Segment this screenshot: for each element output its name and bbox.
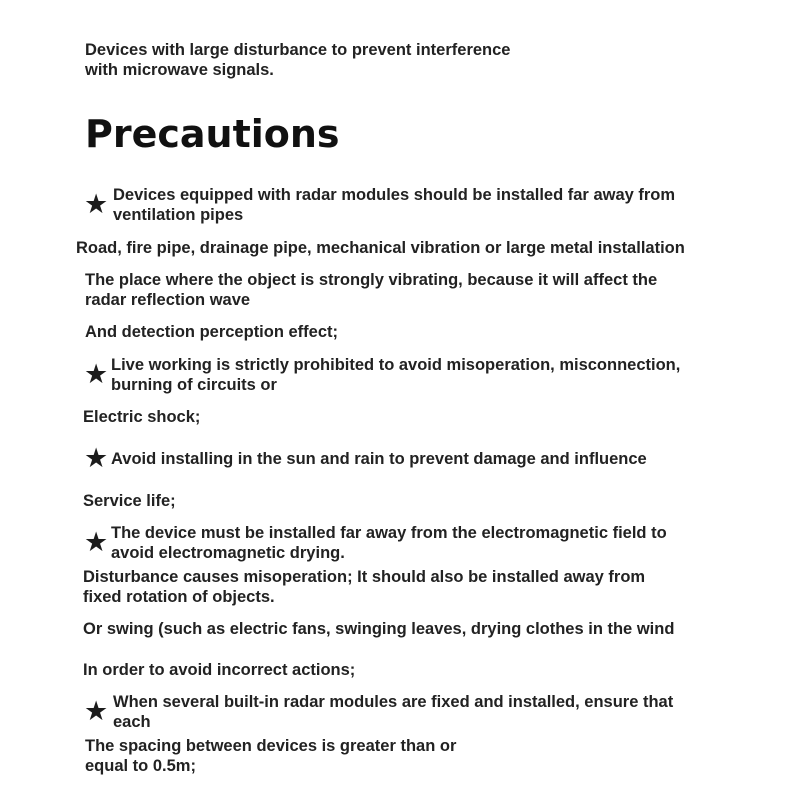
item-5-text-1: The spacing between devices is greater than or — [85, 737, 457, 755]
star-icon: ★ — [84, 443, 109, 474]
item-2-line-1: Live working is strictly prohibited to avoid misoperation, misconnection, — [111, 356, 681, 374]
item-1-text-1: Road, fire pipe, drainage pipe, mechanical vibration or large metal installation — [76, 239, 685, 257]
star-icon: ★ — [84, 527, 109, 558]
item-1-text-4: And detection perception effect; — [85, 323, 339, 341]
star-icon: ★ — [84, 189, 109, 220]
item-2-text-1: Electric shock; — [83, 408, 201, 426]
item-4-text-1: Disturbance causes misoperation; It should also be installed away from — [83, 568, 646, 586]
intro-line-2: with microwave signals. — [85, 61, 274, 79]
item-5-line-1: When several built-in radar modules are fixed and installed, ensure that — [113, 693, 674, 711]
item-4-text-3: Or swing (such as electric fans, swinging leaves, drying clothes in the wind — [83, 620, 675, 638]
item-3-text-1: Service life; — [83, 492, 176, 510]
item-3-line-1: Avoid installing in the sun and rain to prevent damage and influence — [111, 450, 647, 468]
star-icon: ★ — [84, 359, 109, 390]
item-4-text-4: In order to avoid incorrect actions; — [83, 661, 356, 679]
item-1-line-2: ventilation pipes — [113, 206, 244, 224]
item-5-text-2: equal to 0.5m; — [85, 757, 196, 775]
item-5-line-2: each — [113, 713, 151, 731]
page-title: Precautions — [85, 112, 340, 156]
item-1-text-3: radar reflection wave — [85, 291, 251, 309]
item-4-text-2: fixed rotation of objects. — [83, 588, 275, 606]
intro-line-1: Devices with large disturbance to prevent interference — [85, 41, 511, 59]
item-1-text-2: The place where the object is strongly vibrating, because it will affect the — [85, 271, 658, 289]
item-4-line-1: The device must be installed far away from the electromagnetic field to — [111, 524, 667, 542]
item-4-line-2: avoid electromagnetic drying. — [111, 544, 345, 562]
star-icon: ★ — [84, 696, 109, 727]
item-2-line-2: burning of circuits or — [111, 376, 277, 394]
item-1-line-1: Devices equipped with radar modules should be installed far away from — [113, 186, 676, 204]
